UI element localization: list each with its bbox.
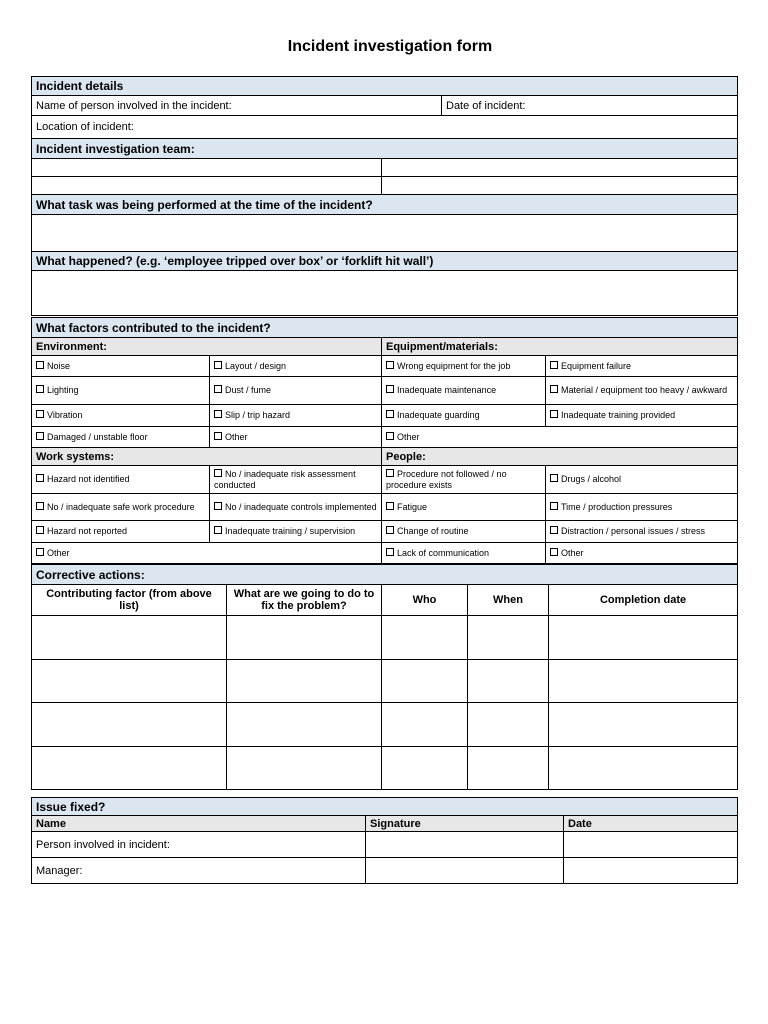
issue-fixed-header: Issue fixed? bbox=[32, 798, 738, 816]
column-header-fix: What are we going to do to fix the problem? bbox=[227, 585, 382, 616]
table-cell[interactable] bbox=[32, 747, 227, 790]
table-cell[interactable] bbox=[382, 660, 468, 703]
checkbox-item[interactable]: Vibration bbox=[32, 405, 210, 427]
factors-table bbox=[31, 317, 738, 564]
date-of-incident-field[interactable]: Date of incident: bbox=[442, 96, 738, 116]
table-cell[interactable] bbox=[227, 660, 382, 703]
issue-fixed-table bbox=[31, 797, 738, 884]
checkbox-icon[interactable] bbox=[386, 502, 394, 510]
table-cell[interactable] bbox=[227, 616, 382, 660]
checkbox-icon[interactable] bbox=[214, 432, 222, 440]
corrective-actions-header: Corrective actions: bbox=[32, 565, 738, 585]
table-cell[interactable] bbox=[382, 747, 468, 790]
checkbox-icon[interactable] bbox=[386, 410, 394, 418]
table-row bbox=[32, 858, 738, 884]
checkbox-item[interactable]: Inadequate training / supervision bbox=[210, 521, 382, 543]
name-of-person-field[interactable]: Name of person involved in the incident: bbox=[32, 96, 442, 116]
table-row bbox=[32, 832, 738, 858]
checkbox-item[interactable]: Inadequate guarding bbox=[382, 405, 546, 427]
checkbox-icon[interactable] bbox=[386, 548, 394, 556]
table-cell[interactable] bbox=[549, 616, 738, 660]
checkbox-icon[interactable] bbox=[386, 361, 394, 369]
table-cell[interactable] bbox=[32, 616, 227, 660]
checkbox-item[interactable]: Hazard not reported bbox=[32, 521, 210, 543]
what-happened-answer-field[interactable] bbox=[32, 271, 738, 316]
column-header-signature: Signature bbox=[366, 816, 564, 832]
person-involved-row-label[interactable]: Person involved in incident: bbox=[32, 832, 366, 858]
table-row bbox=[32, 660, 738, 703]
checkbox-item[interactable]: Wrong equipment for the job bbox=[382, 356, 546, 377]
checkbox-item[interactable]: Fatigue bbox=[382, 494, 546, 521]
table-row bbox=[32, 703, 738, 747]
checkbox-item[interactable]: Drugs / alcohol bbox=[546, 466, 738, 494]
checkbox-item[interactable]: No / inadequate controls implemented bbox=[210, 494, 382, 521]
environment-header: Environment: bbox=[32, 338, 382, 356]
table-cell[interactable] bbox=[468, 703, 549, 747]
team-member-field[interactable] bbox=[32, 177, 382, 195]
table-cell[interactable] bbox=[549, 703, 738, 747]
checkbox-item[interactable]: Hazard not identified bbox=[32, 466, 210, 494]
table-cell[interactable] bbox=[382, 703, 468, 747]
incident-details-header: Incident details bbox=[32, 77, 738, 96]
checkbox-icon[interactable] bbox=[550, 410, 558, 418]
checkbox-item[interactable]: Lack of communication bbox=[382, 543, 546, 564]
column-header-who: Who bbox=[382, 585, 468, 616]
incident-form-table bbox=[31, 76, 738, 316]
checkbox-icon[interactable] bbox=[386, 469, 394, 477]
checkbox-icon[interactable] bbox=[36, 474, 44, 482]
team-member-field[interactable] bbox=[382, 177, 738, 195]
factors-header: What factors contributed to the incident? bbox=[32, 318, 738, 338]
table-cell[interactable] bbox=[549, 747, 738, 790]
column-header-completion-date: Completion date bbox=[549, 585, 738, 616]
checkbox-item[interactable]: Other bbox=[210, 427, 382, 448]
table-row bbox=[32, 747, 738, 790]
table-row bbox=[32, 616, 738, 660]
checkbox-icon[interactable] bbox=[214, 361, 222, 369]
task-answer-field[interactable] bbox=[32, 215, 738, 252]
checkbox-icon[interactable] bbox=[36, 526, 44, 534]
checkbox-item[interactable]: Dust / fume bbox=[210, 377, 382, 405]
column-header-when: When bbox=[468, 585, 549, 616]
location-of-incident-field[interactable]: Location of incident: bbox=[32, 116, 738, 139]
checkbox-icon[interactable] bbox=[386, 385, 394, 393]
date-field[interactable] bbox=[564, 858, 738, 884]
table-cell[interactable] bbox=[382, 616, 468, 660]
work-systems-header: Work systems: bbox=[32, 448, 382, 466]
checkbox-item[interactable]: Material / equipment too heavy / awkward bbox=[546, 377, 738, 405]
column-header-date: Date bbox=[564, 816, 738, 832]
team-member-field[interactable] bbox=[32, 159, 382, 177]
checkbox-item[interactable]: Layout / design bbox=[210, 356, 382, 377]
checkbox-icon[interactable] bbox=[36, 432, 44, 440]
team-member-field[interactable] bbox=[382, 159, 738, 177]
checkbox-icon[interactable] bbox=[36, 502, 44, 510]
checkbox-icon[interactable] bbox=[550, 474, 558, 482]
checkbox-item[interactable]: Noise bbox=[32, 356, 210, 377]
checkbox-icon[interactable] bbox=[214, 385, 222, 393]
column-header-contributing-factor: Contributing factor (from above list) bbox=[32, 585, 227, 616]
checkbox-icon[interactable] bbox=[550, 361, 558, 369]
table-cell[interactable] bbox=[32, 703, 227, 747]
checkbox-item[interactable]: Slip / trip hazard bbox=[210, 405, 382, 427]
checkbox-item[interactable]: Procedure not followed / no procedure exists bbox=[382, 466, 546, 494]
checkbox-icon[interactable] bbox=[550, 548, 558, 556]
checkbox-icon[interactable] bbox=[214, 410, 222, 418]
checkbox-icon[interactable] bbox=[214, 526, 222, 534]
checkbox-item[interactable]: Other bbox=[32, 543, 382, 564]
checkbox-icon[interactable] bbox=[386, 432, 394, 440]
checkbox-item[interactable]: Other bbox=[546, 543, 738, 564]
task-header: What task was being performed at the time of the incident? bbox=[32, 195, 738, 215]
table-cell[interactable] bbox=[468, 747, 549, 790]
checkbox-icon[interactable] bbox=[36, 361, 44, 369]
table-cell[interactable] bbox=[227, 703, 382, 747]
checkbox-item[interactable]: Equipment failure bbox=[546, 356, 738, 377]
checkbox-item[interactable]: Lighting bbox=[32, 377, 210, 405]
table-cell[interactable] bbox=[227, 747, 382, 790]
corrective-actions-table bbox=[31, 564, 738, 790]
signature-field[interactable] bbox=[366, 858, 564, 884]
manager-row-label[interactable]: Manager: bbox=[32, 858, 366, 884]
checkbox-item[interactable]: Inadequate maintenance bbox=[382, 377, 546, 405]
table-cell[interactable] bbox=[32, 660, 227, 703]
checkbox-item[interactable]: No / inadequate safe work procedure bbox=[32, 494, 210, 521]
checkbox-icon[interactable] bbox=[550, 502, 558, 510]
table-cell[interactable] bbox=[468, 616, 549, 660]
checkbox-item[interactable]: Distraction / personal issues / stress bbox=[546, 521, 738, 543]
checkbox-item[interactable]: Damaged / unstable floor bbox=[32, 427, 210, 448]
checkbox-icon[interactable] bbox=[550, 526, 558, 534]
checkbox-icon[interactable] bbox=[214, 502, 222, 510]
checkbox-item[interactable]: Other bbox=[382, 427, 738, 448]
checkbox-item[interactable]: Change of routine bbox=[382, 521, 546, 543]
checkbox-icon[interactable] bbox=[214, 469, 222, 477]
checkbox-icon[interactable] bbox=[36, 385, 44, 393]
table-cell[interactable] bbox=[468, 660, 549, 703]
checkbox-icon[interactable] bbox=[386, 526, 394, 534]
date-field[interactable] bbox=[564, 832, 738, 858]
equipment-header: Equipment/materials: bbox=[382, 338, 738, 356]
checkbox-item[interactable]: Time / production pressures bbox=[546, 494, 738, 521]
investigation-team-header: Incident investigation team: bbox=[32, 139, 738, 159]
table-cell[interactable] bbox=[549, 660, 738, 703]
people-header: People: bbox=[382, 448, 738, 466]
page-title: Incident investigation form bbox=[287, 38, 493, 55]
column-header-name: Name bbox=[32, 816, 366, 832]
checkbox-item[interactable]: Inadequate training provided bbox=[546, 405, 738, 427]
signature-field[interactable] bbox=[366, 832, 564, 858]
checkbox-icon[interactable] bbox=[36, 548, 44, 556]
checkbox-item[interactable]: No / inadequate risk assessment conducted bbox=[210, 466, 382, 494]
checkbox-icon[interactable] bbox=[550, 385, 558, 393]
what-happened-header: What happened? (e.g. ‘employee tripped over box’ or ‘forklift hit wall’) bbox=[32, 252, 738, 271]
checkbox-icon[interactable] bbox=[36, 410, 44, 418]
